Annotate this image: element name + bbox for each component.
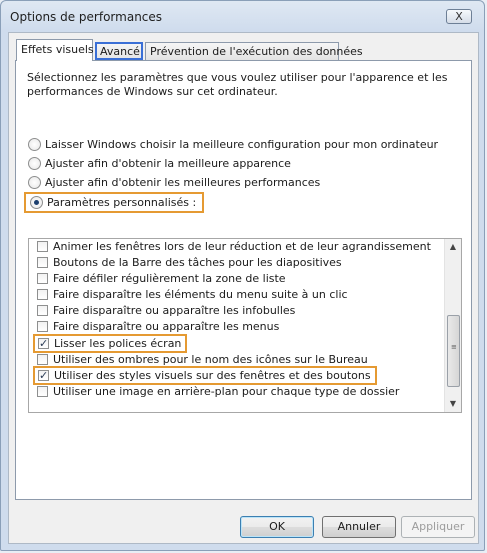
list-item[interactable] bbox=[37, 271, 286, 287]
checkbox[interactable] bbox=[37, 289, 48, 300]
list-item[interactable] bbox=[37, 239, 431, 255]
radio-label: Ajuster afin d'obtenir la meilleure apparence bbox=[45, 157, 291, 170]
window-title: Options de performances bbox=[10, 10, 163, 24]
tab-prevention-execution[interactable]: Prévention de l'exécution des données bbox=[145, 42, 339, 60]
cancel-button[interactable]: Annuler bbox=[322, 516, 396, 538]
radio-best-appearance[interactable] bbox=[28, 156, 291, 172]
list-item-smooth-fonts[interactable] bbox=[33, 334, 187, 353]
title-bar[interactable] bbox=[1, 1, 484, 33]
tab-avance[interactable]: Avancé bbox=[95, 42, 143, 60]
checkbox[interactable] bbox=[37, 386, 48, 397]
radio-button[interactable] bbox=[28, 138, 41, 151]
checkbox-label: Utiliser des styles visuels sur des fenêtres et des boutons bbox=[54, 369, 371, 382]
radio-button-selected[interactable] bbox=[30, 196, 43, 209]
vertical-scrollbar[interactable] bbox=[444, 239, 461, 412]
checkbox-checked[interactable] bbox=[38, 370, 49, 381]
checkbox-label: Animer les fenêtres lors de leur réduction et de leur agrandissement bbox=[53, 240, 431, 253]
radio-label: Laisser Windows choisir la meilleure configuration pour mon ordinateur bbox=[45, 138, 439, 151]
radio-custom-settings[interactable] bbox=[24, 192, 204, 213]
checkbox-label: Lisser les polices écran bbox=[54, 337, 182, 350]
radio-button[interactable] bbox=[28, 176, 41, 189]
description-text: Sélectionnez les paramètres que vous voulez utiliser pour l'apparence et les performances de Windows sur cet ordinateur. bbox=[27, 71, 448, 98]
scroll-thumb[interactable] bbox=[447, 315, 460, 387]
checkbox-label: Utiliser une image en arrière-plan pour chaque type de dossier bbox=[53, 385, 400, 398]
grip-icon: ≡ bbox=[451, 343, 457, 351]
checkbox[interactable] bbox=[37, 354, 48, 365]
checkbox[interactable] bbox=[37, 257, 48, 268]
list-item[interactable] bbox=[37, 303, 295, 319]
checkbox-label: Faire défiler régulièrement la zone de liste bbox=[53, 272, 286, 285]
close-button[interactable]: X bbox=[446, 9, 472, 24]
tab-effets-visuels[interactable]: Effets visuels bbox=[16, 39, 93, 61]
visual-effects-panel bbox=[15, 60, 472, 500]
scroll-up-arrow-icon[interactable]: ▲ bbox=[449, 242, 457, 251]
checkbox[interactable] bbox=[37, 273, 48, 284]
checkbox[interactable] bbox=[37, 321, 48, 332]
checkbox-label: Faire disparaître les éléments du menu suite à un clic bbox=[53, 288, 348, 301]
ok-button[interactable]: OK bbox=[240, 516, 314, 538]
list-item[interactable] bbox=[37, 287, 348, 303]
scroll-down-arrow-icon[interactable]: ▼ bbox=[449, 399, 457, 408]
checkbox[interactable] bbox=[37, 305, 48, 316]
radio-label: Ajuster afin d'obtenir les meilleures performances bbox=[45, 176, 321, 189]
apply-button[interactable]: Appliquer bbox=[401, 516, 475, 538]
list-item[interactable] bbox=[37, 319, 279, 335]
list-item[interactable] bbox=[37, 255, 342, 271]
checkbox-label: Boutons de la Barre des tâches pour les diapositives bbox=[53, 256, 342, 269]
radio-label: Paramètres personnalisés : bbox=[47, 196, 197, 209]
checkbox-checked[interactable] bbox=[38, 338, 49, 349]
checkbox[interactable] bbox=[37, 241, 48, 252]
checkbox-label: Utiliser des ombres pour le nom des icônes sur le Bureau bbox=[53, 353, 368, 366]
effects-listbox[interactable] bbox=[28, 238, 462, 413]
radio-best-performance[interactable] bbox=[28, 175, 320, 191]
checkbox-label: Faire disparaître ou apparaître les menus bbox=[53, 320, 280, 333]
dialog-body bbox=[8, 32, 479, 544]
list-item-visual-styles[interactable] bbox=[33, 366, 377, 385]
list-item[interactable] bbox=[37, 384, 399, 400]
radio-button[interactable] bbox=[28, 157, 41, 170]
radio-let-windows-choose[interactable] bbox=[28, 137, 438, 153]
checkbox-label: Faire disparaître ou apparaître les infobulles bbox=[53, 304, 296, 317]
